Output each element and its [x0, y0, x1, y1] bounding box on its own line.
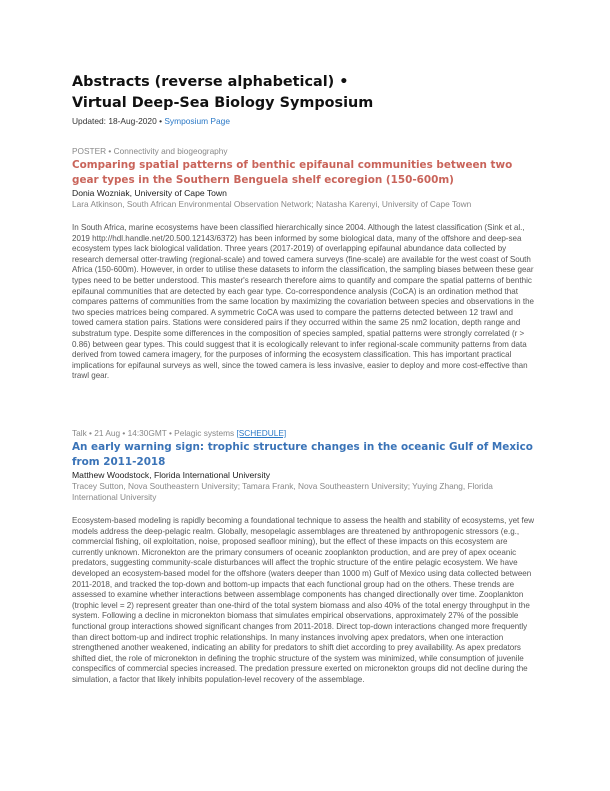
updated-date: Updated: 18-Aug-2020 •	[72, 116, 165, 126]
entry-coauthors: Lara Atkinson, South African Environmental Observation Network; Natasha Karenyi, University of Cape Town	[72, 199, 472, 209]
entry-title: An early warning sign: trophic structure changes in the oceanic Gulf of Mexico from 2011-2018	[72, 441, 533, 468]
title-line-2: Virtual Deep-Sea Biology Symposium	[72, 95, 374, 111]
entry-meta-text: Talk • 21 Aug • 14:30GMT • Pelagic systems	[72, 428, 237, 438]
entry-presenter: Donia Wozniak, University of Cape Town	[72, 188, 227, 198]
entry-meta	[72, 428, 536, 439]
abstract-entry-poster	[72, 146, 536, 382]
entry-coauthors: Tracey Sutton, Nova Southeastern University; Tamara Frank, Nova Southeastern University; Yuying Zhang, Florida International University	[72, 481, 493, 502]
symposium-page-link[interactable]: Symposium Page	[164, 116, 230, 126]
schedule-link[interactable]: [SCHEDULE]	[236, 428, 287, 438]
page-title	[72, 72, 536, 114]
entry-abstract: In South Africa, marine ecosystems have been classified hierarchically since 2004. Although the latest classification (Sink et al., 2019 http://hdl.handle.net/20.500.12143/6372) has been informed by some biological data, many of the offshore and deep-sea ecosystem types lack biological validation. Three years (2017-2019) of overlapping epifaunal abundance data collected by research demersal otter-trawling (regional-scale) and towed camera surveys (fine-scale) are available for the west coast of South Africa (150-600m). However, in order to utilise these datasets to inform the classification, the sampling biases between these gear types need to be better understood. This master's research therefore aims to quantify and compare the spatial patterns of benthic epifaunal communities that are detected by each gear type. Co-correspondence analysis (CoCA) is an ordination method that compares patterns of communities from the same location by maximizing the covariation between species and observations in the two species matrices being compared. A symmetric CoCA was used to compare the patterns detected between 12 trawl and towed camera station pairs. Stations were considered pairs if they occurred within the same 25 nm2 location, depth range and substratum type. Despite some differences in the composition of species sampled, spatial patterns were strongly correlated (r > 0.86) between gear types. This could suggest that it is ecologically relevant to infer regional-scale community patterns from data derived from towed camera imagery, for the purposes of informing the ecosystem classification. This has important practical implications for epifaunal surveys as well, since the towed camera is less invasive, easier to deploy and more cost-effective than trawl gear.	[72, 223, 535, 381]
entry-title: Comparing spatial patterns of benthic epifaunal communities between two gear types in the Southern Benguela shelf ecoregion (150-600m)	[72, 159, 513, 186]
entry-presenter: Matthew Woodstock, Florida International University	[72, 470, 271, 480]
abstract-entry-talk	[72, 428, 536, 686]
title-line-1: Abstracts (reverse alphabetical) •	[72, 74, 349, 90]
entry-meta: POSTER • Connectivity and biogeography	[72, 146, 228, 156]
entry-abstract: Ecosystem-based modeling is rapidly becoming a foundational technique to assess the health and stability of ecosystems, yet few models address the deep-pelagic realm. Globally, mesopelagic assemblages are threatened by anthropogenic stressors (e.g., commercial fishing, oil exploitation, noise, proposed seafloor mining), but the effect of these impacts on this ecosystem are currently unknown. Micronekton are the primary consumers of oceanic zooplankton production, and are prey of apex oceanic predators, suggesting community-scale disturbances will affect the trophic structure of the entire pelagic ecosystem. We have developed an ecosystem-based model for the offshore (waters deeper than 1000 m) Gulf of Mexico using data collected between 2011-2018, and tracked the top-down and bottom-up impacts that each functional group had on the others. These trends are assessed to examine whether interactions between assemblage components has changed directionally over time. Zooplankton (trophic level = 2) represent greater than one-third of the total system biomass and also 40% of the total energy throughput in the system. Following a decline in micronekton biomass that simulates empirical observations, approximately 27% of the possible functional group interactions showed significant changes from 2011-2018. Direct top-down interactions changed more frequently than direct bottom-up and indirect trophic relationships. In many instances involving apex predators, when one interaction strengthened another weakened, indicating an ability for predators to shift diet according to prey availability. As apex predators shifted diet, the role of micronekton in defining the trophic structure of the system was minimized, while consumption of juvenile conspecifics of commercial species increased. The predation pressure exerted on micronekton groups did not decline during the simulation, a factor that likely inhibits population-level recovery of the assemblage.	[72, 516, 535, 684]
updated-line	[72, 116, 536, 127]
